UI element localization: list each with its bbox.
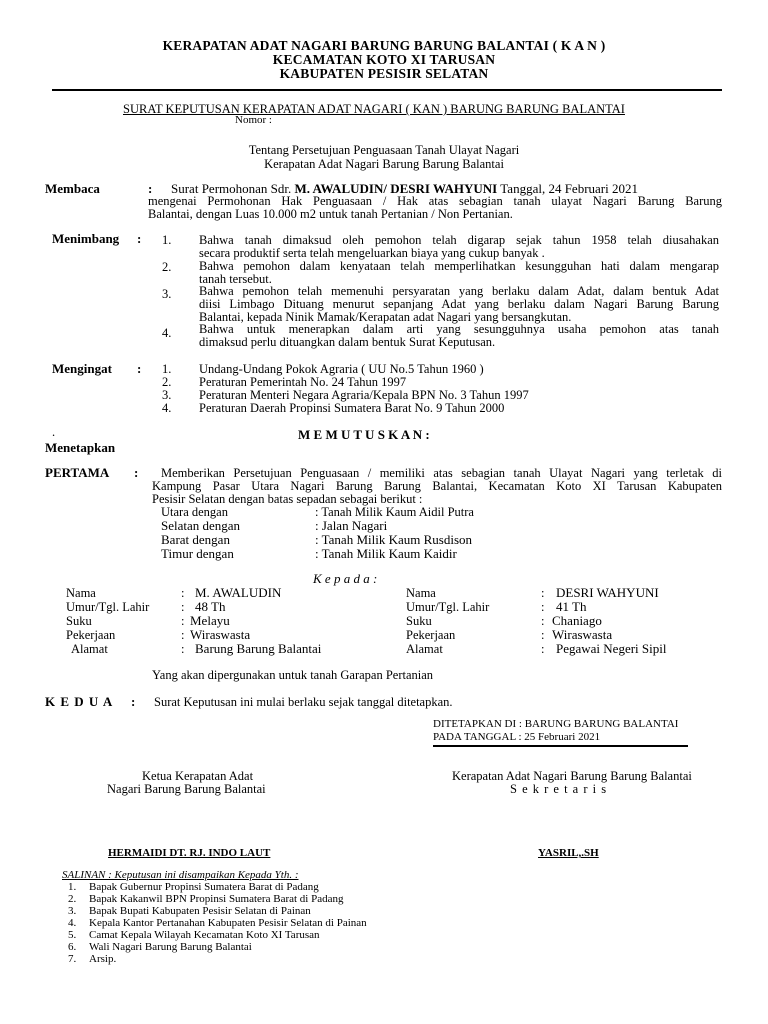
border-value: : Tanah Milik Kaum Kaidir <box>315 546 457 561</box>
header-line-2: KECAMATAN KOTO XI TARUSAN <box>272 52 496 67</box>
recipient-colon: : <box>541 586 545 600</box>
border-direction: Selatan dengan <box>161 518 241 533</box>
pertama-colon: : <box>134 465 139 480</box>
mengingat-num: 3. <box>162 388 172 402</box>
recipient-value: 41 Th <box>556 599 587 614</box>
mengingat-text: Peraturan Daerah Propinsi Sumatera Barat No. 9 Tahun 2000 <box>199 401 505 415</box>
right-signer-title-1: Kerapatan Adat Nagari Barung Barung Balantai <box>452 769 692 783</box>
menimbang-num: 3. <box>162 287 172 301</box>
left-signer-title-2: Nagari Barung Barung Balantai <box>107 782 266 796</box>
salinan-item: Wali Nagari Barung Barung Balantai <box>89 941 252 953</box>
mengingat-colon: : <box>137 361 142 376</box>
menimbang-text: diisi Limbago Dituang menurut sepanjang Adat yang berlaku dalam Nagari Barung Barung <box>199 297 719 311</box>
salinan-num: 7. <box>68 953 77 965</box>
salinan-item: Camat Kepala Wilayah Kecamatan Koto XI Tarusan <box>89 929 320 941</box>
recipient-value: M. AWALUDIN <box>195 585 282 600</box>
membaca-line-2: mengenai Permohonan Hak Penguasaan / Hak atas sebagian tanah ulayat Nagari Barung Barung <box>148 194 722 208</box>
mengingat-text: Peraturan Pemerintah No. 24 Tahun 1997 <box>199 375 407 389</box>
recipient-colon: : <box>181 586 185 600</box>
recipient-colon: : <box>541 614 545 628</box>
dot-mark: . <box>52 425 56 439</box>
salinan-num: 3. <box>68 905 77 917</box>
left-signer-name: HERMAIDI DT. RJ. INDO LAUT <box>108 847 271 859</box>
salinan-num: 1. <box>68 881 77 893</box>
salinan-num: 5. <box>68 929 77 941</box>
subject-line-2: Kerapatan Adat Nagari Barung Barung Balantai <box>264 157 504 171</box>
menimbang-num: 1. <box>162 233 172 247</box>
recipient-label: Nama <box>406 586 436 600</box>
header-line-1: KERAPATAN ADAT NAGARI BARUNG BARUNG BALANTAI ( K A N ) <box>162 38 606 53</box>
recipient-value: Pegawai Negeri Sipil <box>556 641 667 656</box>
menimbang-text: Bahwa pemohon dalam kenyataan telah memperlihatkan kesungguhan hati dalam mengarap <box>199 259 719 273</box>
recipient-label: Nama <box>66 586 96 600</box>
recipient-label: Suku <box>406 614 432 628</box>
memutuskan-heading: M E M U T U S K A N : <box>298 427 430 442</box>
menimbang-label: Menimbang <box>52 231 120 246</box>
recipient-colon: : <box>541 642 545 656</box>
menimbang-colon: : <box>137 231 142 246</box>
recipient-colon: : <box>181 642 185 656</box>
recipient-label: Suku <box>66 614 92 628</box>
membaca-text-b: Tanggal, 24 Februari 2021 <box>500 181 638 196</box>
recipient-colon: : <box>181 628 185 642</box>
mengingat-num: 1. <box>162 362 172 376</box>
recipient-value: DESRI WAHYUNI <box>556 585 659 600</box>
recipient-colon: : <box>541 600 545 614</box>
salinan-heading: SALINAN : Keputusan ini disampaikan Kepada Yth. : <box>62 869 299 881</box>
salinan-item: Bapak Gubernur Propinsi Sumatera Barat di Padang <box>89 881 319 893</box>
menimbang-text: Balantai, kepada Ninik Mamak/Kerapatan adat Nagari yang bersangkutan. <box>199 310 572 324</box>
mengingat-label: Mengingat <box>52 361 112 376</box>
border-direction: Utara dengan <box>161 505 228 519</box>
pertama-line-1: Memberikan Persetujuan Penguasaan / memiliki atas sebagian tanah Ulayat Nagari yang terletak di <box>161 466 722 480</box>
mengingat-num: 2. <box>162 375 172 389</box>
membaca-text-a: Surat Permohonan Sdr. <box>171 181 292 196</box>
document-title: SURAT KEPUTUSAN KERAPATAN ADAT NAGARI ( KAN ) BARUNG BARUNG BALANTAI <box>123 102 625 116</box>
border-value: : Tanah Milik Kaum Aidil Putra <box>315 505 474 519</box>
recipient-value: Melayu <box>190 613 230 628</box>
menimbang-text: secara produktif serta telah mengeluarkan biaya yang cukup banyak . <box>199 246 545 260</box>
salinan-item: Bapak Kakanwil BPN Propinsi Sumatera Barat di Padang <box>89 893 344 905</box>
recipient-value: Wiraswasta <box>190 627 251 642</box>
header-divider <box>52 89 722 91</box>
nomor-label: Nomor : <box>235 114 272 126</box>
ditetapkan-date: PADA TANGGAL : 25 Februari 2021 <box>433 731 601 743</box>
ditetapkan-place: DITETAPKAN DI : BARUNG BARUNG BALANTAI <box>433 718 679 730</box>
mengingat-text: Undang-Undang Pokok Agraria ( UU No.5 Tahun 1960 ) <box>199 362 484 376</box>
menetapkan-label: Menetapkan <box>45 440 116 455</box>
purpose-text: Yang akan dipergunakan untuk tanah Garapan Pertanian <box>152 668 434 682</box>
header-line-3: KABUPATEN PESISIR SELATAN <box>279 66 489 81</box>
recipient-value: Barung Barung Balantai <box>195 641 322 656</box>
recipient-value: 48 Th <box>195 599 226 614</box>
border-direction: Timur dengan <box>161 546 234 561</box>
kedua-colon: : <box>131 694 136 709</box>
mengingat-num: 4. <box>162 401 172 415</box>
pertama-label: PERTAMA <box>45 465 110 480</box>
salinan-num: 6. <box>68 941 77 953</box>
mengingat-text: Peraturan Menteri Negara Agraria/Kepala BPN No. 3 Tahun 1997 <box>199 388 529 402</box>
recipient-label: Alamat <box>406 642 443 656</box>
membaca-colon: : <box>148 181 153 196</box>
recipient-colon: : <box>541 628 545 642</box>
recipient-label: Pekerjaan <box>66 628 116 642</box>
recipient-value: Wiraswasta <box>552 627 613 642</box>
recipient-colon: : <box>181 614 185 628</box>
right-signer-name: YASRIL,.SH <box>538 847 599 859</box>
menimbang-text: dimaksud perlu dituangkan dalam bentuk Surat Keputusan. <box>199 335 496 349</box>
menimbang-text: tanah tersebut. <box>199 272 272 286</box>
kepada-heading: K e p a d a : <box>313 571 378 586</box>
kedua-text: Surat Keputusan ini mulai berlaku sejak tanggal ditetapkan. <box>154 695 453 709</box>
recipient-label: Umur/Tgl. Lahir <box>406 600 490 614</box>
date-underline <box>433 745 688 747</box>
salinan-item: Bapak Bupati Kabupaten Pesisir Selatan di Painan <box>89 905 311 917</box>
kedua-label: K E D U A <box>45 694 114 709</box>
subject-line-1: Tentang Persetujuan Penguasaan Tanah Ulayat Nagari <box>248 143 520 157</box>
menimbang-text: Bahwa untuk menerapkan dalam arti yang sesungguhnya usaha pemohon atas tanah <box>199 322 719 336</box>
recipient-label: Umur/Tgl. Lahir <box>66 600 150 614</box>
recipient-colon: : <box>181 600 185 614</box>
left-signer-title-1: Ketua Kerapatan Adat <box>142 769 254 783</box>
recipient-label: Pekerjaan <box>406 628 456 642</box>
salinan-item: Arsip. <box>89 953 117 965</box>
menimbang-num: 4. <box>162 326 172 340</box>
pertama-line-3: Pesisir Selatan dengan batas sepadan sebagai berikut : <box>152 492 423 506</box>
applicant-names: M. AWALUDIN/ DESRI WAHYUNI <box>294 181 498 196</box>
membaca-line-3: Balantai, dengan Luas 10.000 m2 untuk tanah Pertanian / Non Pertanian. <box>148 207 513 221</box>
border-value: : Tanah Milik Kaum Rusdison <box>315 532 473 547</box>
pertama-line-2: Kampung Pasar Utara Nagari Barung Barung Balantai, Kecamatan Koto XI Tarusan Kabupaten <box>152 479 722 493</box>
salinan-num: 4. <box>68 917 77 929</box>
menimbang-text: Bahwa tanah dimaksud oleh pemohon telah digarap sejak tahun 1958 telah diusahakan <box>199 233 719 247</box>
right-signer-title-2: S e k r e t a r i s <box>510 782 608 796</box>
border-value: : Jalan Nagari <box>315 518 388 533</box>
recipient-label: Alamat <box>71 642 108 656</box>
border-direction: Barat dengan <box>161 532 230 547</box>
membaca-label: Membaca <box>45 181 100 196</box>
salinan-item: Kepala Kantor Pertanahan Kabupaten Pesisir Selatan di Painan <box>89 917 367 929</box>
salinan-num: 2. <box>68 893 77 905</box>
menimbang-num: 2. <box>162 260 172 274</box>
menimbang-text: Bahwa pemohon telah memenuhi persyaratan yang berlaku dalam Adat, dalam bentuk Adat <box>199 284 719 298</box>
recipient-value: Chaniago <box>552 613 602 628</box>
